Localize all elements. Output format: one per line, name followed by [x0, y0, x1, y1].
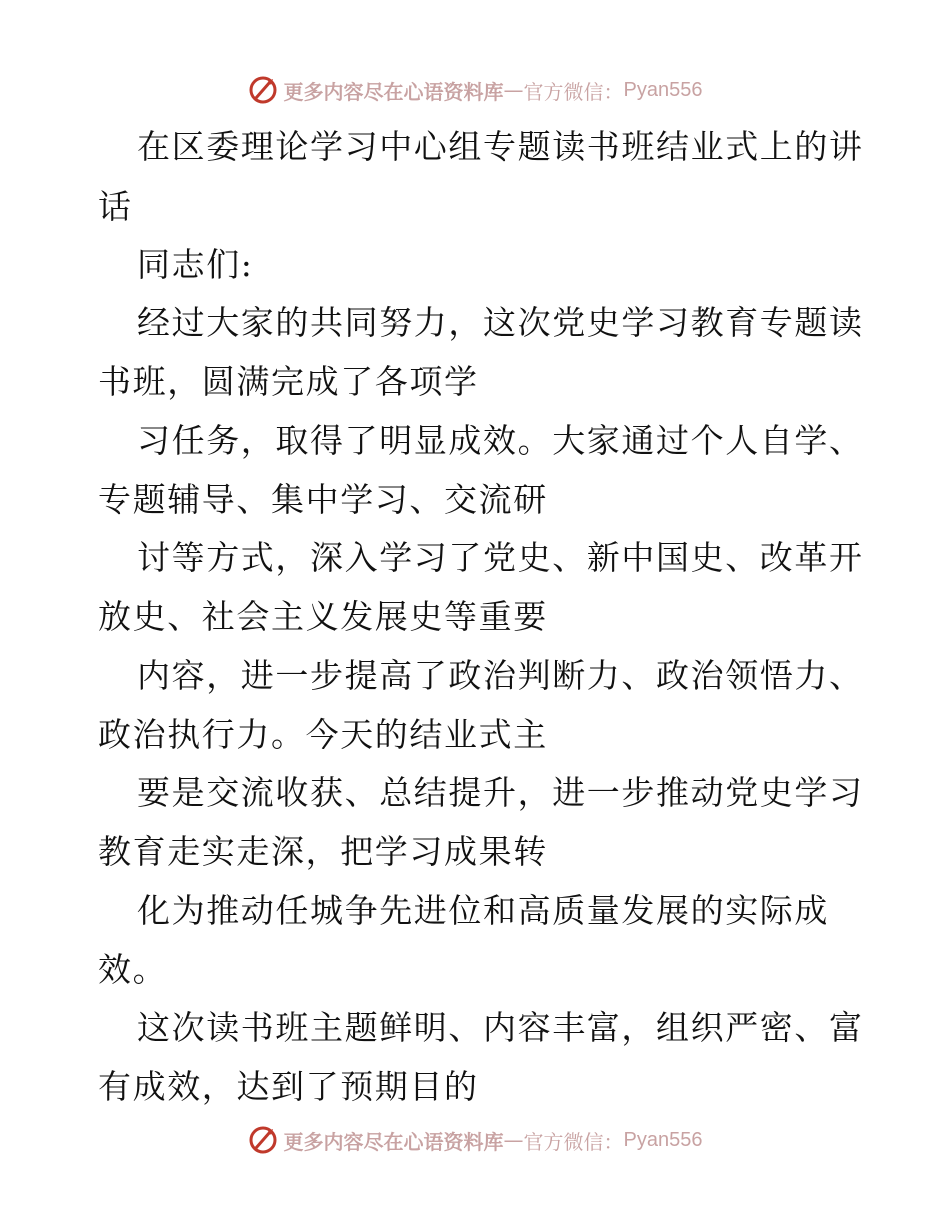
document-title-line-1: 在区委理论学习中心组专题读书班结业式上的讲	[137, 127, 864, 166]
paragraph-line: 有成效，达到了预期目的	[98, 1067, 479, 1106]
paragraph-line: 专题辅导、集中学习、交流研	[98, 480, 548, 519]
header-promo-text: 更多内容尽在心语资料库	[283, 79, 504, 104]
quill-logo-icon	[248, 75, 278, 105]
header-separator: —	[503, 78, 524, 102]
paragraph-line: 政治执行力。今天的结业式主	[98, 715, 548, 754]
document-title-line-2: 话	[98, 187, 133, 226]
paragraph-line: 化为推动任城争先进位和高质量发展的实际成	[137, 891, 829, 930]
paragraph-line: 放史、社会主义发展史等重要	[98, 597, 548, 636]
footer-wechat-id: Pyan556	[623, 1128, 703, 1151]
paragraph-line: 教育走实走深，把学习成果转	[98, 832, 548, 871]
paragraph-line: 要是交流收获、总结提升，进一步推动党史学习	[137, 773, 864, 812]
quill-logo-icon	[248, 1125, 278, 1155]
paragraph-line: 讨等方式，深入学习了党史、新中国史、改革开	[137, 538, 864, 577]
header-wechat-label: 官方微信：	[523, 79, 624, 104]
paragraph-line: 习任务，取得了明显成效。大家通过个人自学、	[137, 421, 864, 460]
paragraph-line: 这次读书班主题鲜明、内容丰富，组织严密、富	[137, 1008, 864, 1047]
footer-banner	[0, 1120, 950, 1160]
header-banner	[0, 70, 950, 110]
footer-promo-text: 更多内容尽在心语资料库	[283, 1129, 504, 1154]
header-wechat-id: Pyan556	[623, 78, 703, 101]
paragraph-line: 书班，圆满完成了各项学	[98, 362, 479, 401]
paragraph-line: 效。	[98, 950, 168, 989]
footer-separator: —	[503, 1128, 524, 1152]
paragraph-line: 内容，进一步提高了政治判断力、政治领悟力、	[137, 656, 864, 695]
footer-wechat-label: 官方微信：	[523, 1129, 624, 1154]
paragraph-line: 经过大家的共同努力，这次党史学习教育专题读	[137, 303, 864, 342]
salutation: 同志们:	[137, 245, 254, 284]
